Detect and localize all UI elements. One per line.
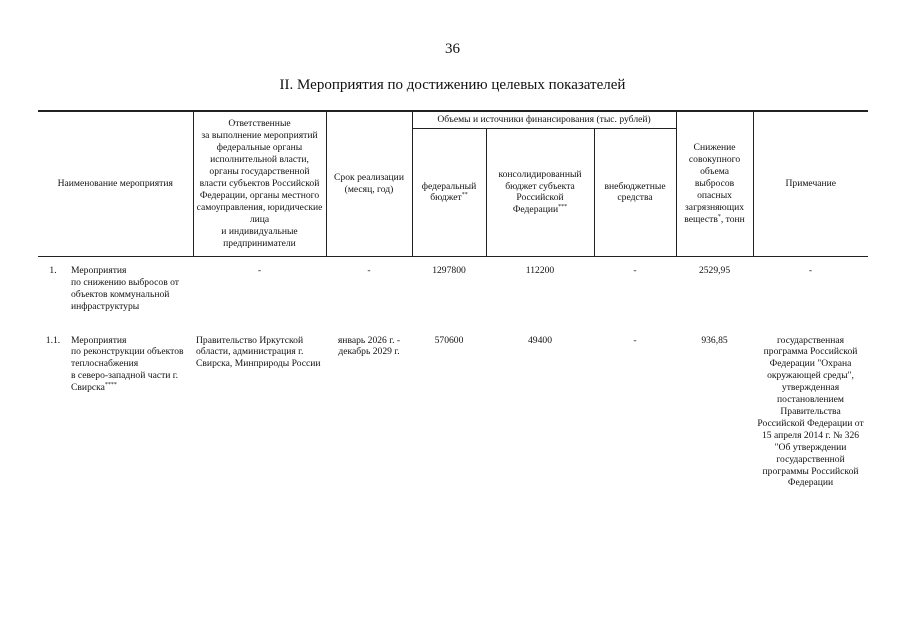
row-number: 1. (49, 264, 57, 276)
header-name: Наименование мероприятия (38, 111, 193, 256)
row-federal: 1297800 (432, 264, 466, 276)
header-reduction-unit: , тонн (720, 213, 745, 225)
measures-table (38, 110, 868, 489)
row-extrabudget: - (633, 334, 637, 346)
row-note: - (808, 264, 813, 276)
header-note: Примечание (753, 111, 868, 256)
header-reduction-text: Снижение совокупного объема выбросов опасных загрязняющих веществ (684, 142, 745, 225)
table-row (38, 265, 868, 335)
table-row (38, 335, 868, 490)
row-number: 1.1. (45, 334, 61, 346)
header-federal (412, 128, 486, 256)
row-reduction: 2529,95 (698, 264, 731, 276)
row-name (68, 265, 193, 335)
header-reduction (676, 111, 753, 256)
row-extrabudget: - (633, 264, 637, 276)
row-name-text: Мероприятия по реконструкции объектов теплоснабжения в северо-западной части г. Свирска (71, 334, 184, 394)
row-name-mark: **** (104, 381, 117, 388)
row-consolidated: 112200 (525, 264, 555, 276)
row-note: государственная программа Российской Федерации "Охрана окружающей среды", утвержденная постановлением Правительства Российской Федерации от 15 апреля 2014 г. № 326 "Об утверждении государственной программы Российской Федерации (757, 334, 864, 489)
header-federal-mark: ** (461, 192, 468, 199)
row-responsible: - (257, 264, 262, 276)
row-reduction: 936,85 (701, 334, 728, 346)
header-federal-text: федеральный бюджет (421, 180, 477, 204)
page-number: 36 (445, 41, 460, 57)
row-federal: 570600 (434, 334, 464, 346)
section-title: II. Мероприятия по достижению целевых показателей (279, 77, 626, 93)
row-term: - (367, 264, 371, 276)
row-consolidated: 49400 (528, 334, 552, 346)
row-term: январь 2026 г. - декабрь 2029 г. (337, 334, 401, 358)
row-name (68, 335, 193, 490)
header-responsible: Ответственные за выполнение мероприятий федеральные органы исполнительной власти, органы государственной власти субъектов Российской Федерации, органы местного самоуправления, юридические лица и индивидуальные предприниматели (193, 111, 326, 256)
header-extrabudget: внебюджетные средства (594, 128, 676, 256)
header-reduction-mark: * (717, 213, 721, 220)
header-funding-group: Объемы и источники финансирования (тыс. рублей) (412, 111, 676, 128)
header-term: Срок реализации (месяц, год) (326, 111, 412, 256)
header-consolidated-text: консолидированный бюджет субъекта Российской Федерации (498, 168, 582, 216)
row-responsible: Правительство Иркутской области, администрация г. Свирска, Минприроды России (196, 334, 321, 370)
row-name-text: Мероприятия по снижению выбросов от объектов коммунальной инфраструктуры (71, 264, 179, 312)
header-consolidated (486, 128, 594, 256)
header-consolidated-mark: *** (558, 204, 568, 211)
